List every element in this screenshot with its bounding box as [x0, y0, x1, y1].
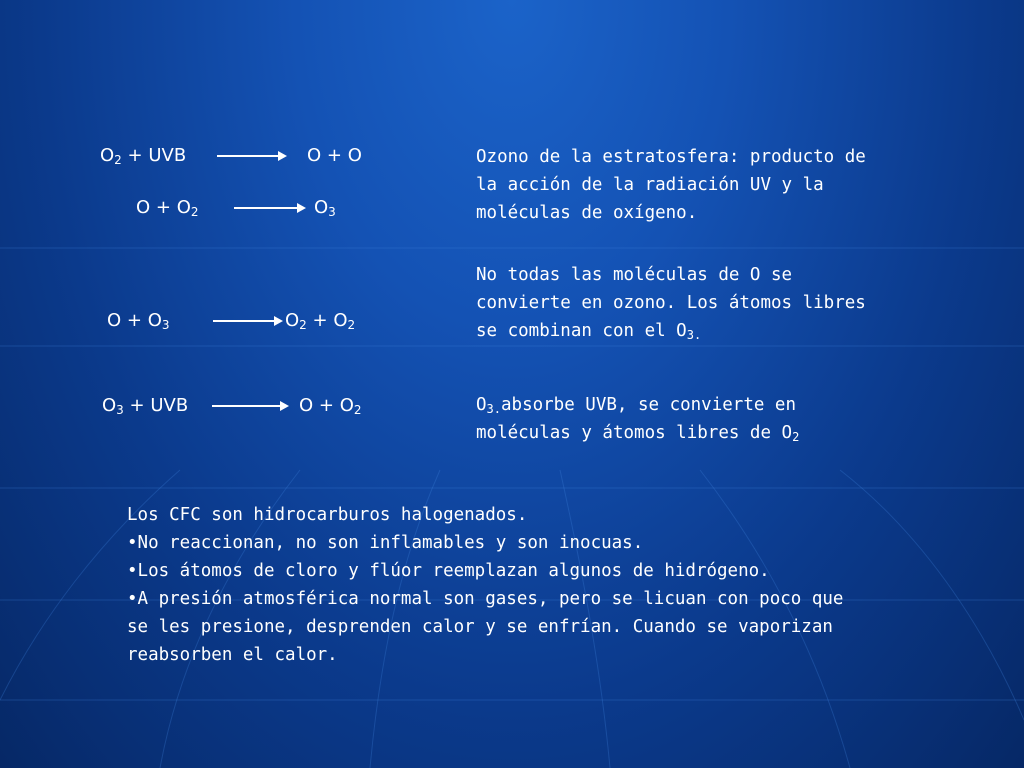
cfc-line: Los CFC son hidrocarburos halogenados. — [127, 505, 528, 525]
explanation-absorbs — [476, 391, 799, 447]
cfc-bullet: •Los átomos de cloro y flúor reemplazan algunos de hidrógeno. — [127, 561, 770, 581]
reaction-lhs — [102, 395, 188, 417]
reaction-text: O + O — [107, 310, 162, 331]
reaction-subscript: 3 — [116, 403, 124, 417]
reaction-rhs — [299, 395, 362, 417]
explanation-line: moléculas de oxígeno. — [476, 203, 698, 223]
reaction-o-o2 — [136, 197, 356, 221]
reaction-rhs — [285, 310, 355, 332]
explanation-subscript: 3. — [486, 402, 501, 416]
reaction-text: O + O — [136, 197, 191, 218]
reaction-text: O — [314, 197, 329, 218]
reaction-subscript: 2 — [114, 153, 122, 167]
cfc-bullet: •No reaccionan, no son inflamables y son inocuas. — [127, 533, 644, 553]
reaction-lhs — [100, 145, 186, 167]
reaction-arrow — [213, 320, 281, 322]
explanation-line: No todas las moléculas de O se — [476, 265, 793, 285]
reaction-subscript: 2 — [299, 318, 307, 332]
reaction-lhs — [107, 310, 170, 332]
reaction-lhs — [136, 197, 199, 219]
reaction-text: O — [285, 310, 300, 331]
explanation-line: O — [476, 395, 487, 415]
cfc-line: se les presione, desprenden calor y se enfrían. Cuando se vaporizan — [127, 617, 833, 637]
reaction-o3-uvb — [102, 395, 392, 419]
explanation-subscript: 2 — [792, 430, 800, 444]
reaction-arrow — [217, 155, 285, 157]
reaction-text: O — [100, 145, 115, 166]
reaction-arrow — [234, 207, 304, 209]
explanation-line: Ozono de la estratosfera: producto de — [476, 147, 866, 167]
explanation-subscript: 3. — [686, 328, 702, 342]
reaction-arrow — [212, 405, 287, 407]
reaction-text: O + O — [307, 145, 362, 166]
reaction-subscript: 2 — [190, 205, 199, 219]
reaction-o-o3 — [107, 310, 387, 334]
reaction-text: O + O — [299, 395, 354, 416]
cfc-bullet: •A presión atmosférica normal son gases, pero se licuan con poco que — [127, 589, 844, 609]
explanation-line: se combinan con el O — [476, 321, 687, 341]
reaction-text: O — [102, 395, 117, 416]
explanation-line: convierte en ozono. Los átomos libres — [476, 293, 866, 313]
cfc-line: reabsorben el calor. — [127, 645, 338, 665]
reaction-o2-uvb — [100, 145, 390, 169]
explanation-line: absorbe UVB, se convierte en — [501, 395, 797, 415]
explanation-line: la acción de la radiación UV y la — [476, 175, 824, 195]
explanation-line: moléculas y átomos libres de O — [476, 423, 793, 443]
reaction-rhs — [314, 197, 336, 219]
reaction-subscript: 2 — [347, 318, 356, 332]
reaction-rhs — [307, 145, 362, 167]
reaction-subscript: 3 — [161, 318, 170, 332]
reaction-text: + UVB — [123, 395, 189, 416]
cfc-paragraph — [127, 501, 927, 669]
reaction-subscript: 3 — [328, 205, 336, 219]
explanation-ozone-origin — [476, 143, 866, 227]
reaction-subscript: 2 — [353, 403, 362, 417]
explanation-not-all — [476, 261, 866, 345]
reaction-text: + UVB — [121, 145, 187, 166]
reaction-text: + O — [306, 310, 348, 331]
